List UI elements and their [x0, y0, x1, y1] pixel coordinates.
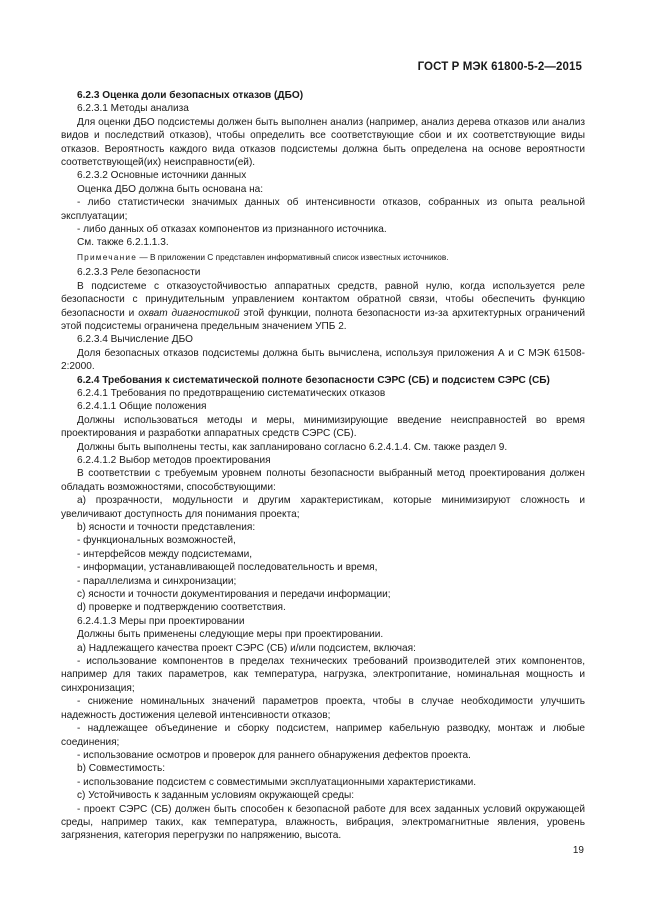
paragraph: - использование осмотров и проверок для раннего обнаружения дефектов проекта. [77, 749, 471, 761]
paragraph: - либо статистически значимых данных об интенсивности отказов, собранных из опыта реальной эксплуатации; [61, 197, 585, 222]
paragraph: 6.2.3.3 Реле безопасности [77, 267, 201, 279]
paragraph: 6.2.3.2 Основные источники данных [77, 170, 247, 182]
document-code-header: ГОСТ Р МЭК 61800-5-2—2015 [417, 61, 582, 73]
paragraph: В подсистеме с отказоустойчивостью аппаратных средств, равной нулю, когда используется реле безопасности с принудительным управлением контактом обратной связи, чтобы обеспечить функцию безопасности и охват диагностикой этой функции, полнота безопасности из-за архитектурных ограничений этой подсистемы ограничена предельным значением УПБ 2. [61, 280, 586, 332]
paragraph: - проект СЭРС (СБ) должен быть способен к безопасной работе для всех заданных условий окружающей среды, например таких, как температура, влажность, вибрация, электромагнитные явления, уровень загрязнения, категория перегрузки по напряжению, высота. [61, 803, 585, 842]
paragraph: - снижение номинальных значений параметров проекта, чтобы в случае необходимости улучшить надежность достижения целевой интенсивности отказов; [61, 696, 585, 721]
paragraph: - параллелизма и синхронизации; [77, 575, 237, 587]
document-body [61, 89, 585, 843]
paragraph: 6.2.4.1.3 Меры при проектировании [77, 615, 245, 627]
paragraph: Доля безопасных отказов подсистемы должна быть вычислена, используя приложения А и С МЭК 61508-2:2000. [61, 347, 585, 373]
paragraph: - интерфейсов между подсистемами, [77, 548, 253, 560]
paragraph: 6.2.3.1 Методы анализа [77, 103, 189, 115]
paragraph: c) Устойчивость к заданным условиям окружающей среды: [77, 790, 355, 802]
paragraph: - функциональных возможностей, [77, 535, 236, 547]
paragraph: Оценка ДБО должна быть основана на: [77, 183, 264, 195]
italic-term: охват диагностикой [138, 307, 240, 319]
paragraph: d) проверке и подтверждению соответствия. [77, 602, 286, 614]
paragraph: Должны быть выполнены тесты, как запланировано согласно 6.2.4.1.4. См. также раздел 9. [77, 441, 508, 453]
paragraph: a) Надлежащего качества проект СЭРС (СБ) и/или подсистем, включая: [77, 642, 416, 654]
paragraph: В соответствии с требуемым уровнем полноты безопасности выбранный метод проектирования должен обладать возможностями, способствующими: [61, 468, 585, 493]
note-paragraph [61, 251, 585, 264]
paragraph: 6.2.4.1 Требования по предотвращению систематических отказов [77, 387, 386, 399]
section-heading: 6.2.3 Оценка доли безопасных отказов (ДБО) [77, 90, 304, 101]
paragraph: - информации, устанавливающей последовательность и время, [77, 562, 378, 574]
section-heading: 6.2.4 Требования к систематической полноте безопасности СЭРС (СБ) и подсистем СЭРС (СБ) [77, 374, 550, 386]
paragraph: a) прозрачности, модульности и другим характеристикам, которые минимизируют сложность и увеличивают доступность для понимания проекта; [61, 495, 585, 520]
paragraph: Для оценки ДБО подсистемы должен быть выполнен анализ (например, анализ дерева отказов или анализ видов и последствий отказов), чтобы определить все соответствующие сбои и их соответствующие виды отказов. Вероятность каждого вида отказов подсистемы должна быть определена на основе вероятности соответствующей(их) неисправности(ей). [61, 116, 585, 169]
paragraph: 6.2.4.1.1 Общие положения [77, 401, 207, 413]
paragraph: b) Совместимость: [77, 763, 166, 775]
paragraph: Должны использоваться методы и меры, минимизирующие введение неисправностей во время проектирования и разработки аппаратных средств СЭРС (СБ). [61, 414, 585, 440]
paragraph: 6.2.3.4 Вычисление ДБО [77, 334, 193, 346]
paragraph: b) ясности и точности представления: [77, 522, 256, 533]
paragraph: 6.2.4.1.2 Выбор методов проектирования [77, 454, 271, 466]
paragraph: - либо данных об отказах компонентов из признанного источника. [77, 224, 387, 236]
paragraph: - использование подсистем с совместимыми эксплуатационными характеристиками. [77, 776, 477, 788]
paragraph: Должны быть применены следующие меры при проектировании. [77, 629, 384, 641]
note-text: — В приложении С представлен информативный список известных источников. [137, 251, 449, 262]
paragraph: c) ясности и точности документирования и передачи информации; [77, 589, 391, 601]
paragraph: - надлежащее объединение и сборку подсистем, например кабельную разводку, монтаж и любые соединения; [61, 723, 585, 748]
note-label: Примечание [77, 251, 138, 262]
page-number: 19 [572, 845, 584, 856]
paragraph: - использование компонентов в пределах технических требований производителей этих компонентов, например для таких параметров, как температура, нагрузка, электропитание, номинальная мощность и синхронизация; [61, 656, 585, 694]
paragraph: См. также 6.2.1.1.3. [77, 237, 169, 249]
